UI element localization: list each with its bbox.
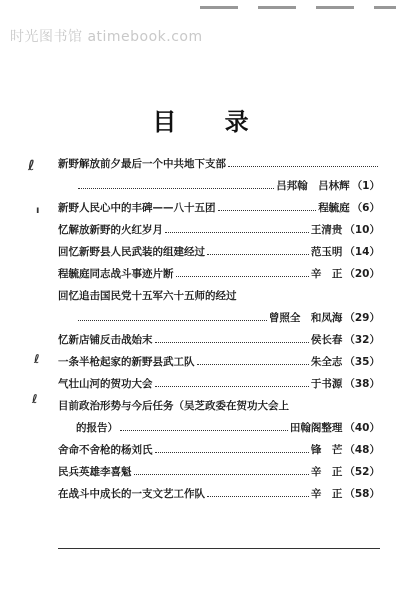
toc-entry-continuation[interactable] [58, 422, 380, 435]
toc-entry[interactable] [58, 488, 380, 501]
toc-entry-page: （32） [344, 334, 380, 346]
toc-entry-page: （14） [344, 246, 380, 258]
toc-entry-title: 目前政治形势与今后任务（吴芝政委在贺功大会上 [58, 400, 289, 412]
toc-leader-dots [207, 246, 309, 255]
toc-entry-page: （6） [351, 202, 380, 214]
toc-entry-author: 侯长春 [310, 334, 343, 346]
toc-entry-title: 民兵英雄李喜魁 [58, 466, 132, 478]
watermark: 时光图书馆 atimebook.com [10, 29, 203, 45]
toc-entry-author: 辛 正 [310, 488, 343, 500]
toc-entry-title: 的报告） [76, 422, 118, 434]
toc-entry-author: 曾照全 和凤海 [268, 312, 343, 324]
toc-leader-dots [78, 312, 267, 321]
toc-entry-page: （58） [344, 488, 380, 500]
toc-entry[interactable] [58, 158, 380, 171]
toc-entry-page: （20） [344, 268, 380, 280]
toc-leader-dots [155, 378, 309, 387]
toc-entry[interactable] [58, 290, 380, 303]
page-title: 目 录 [152, 107, 249, 136]
toc-entry-page: （38） [344, 378, 380, 390]
toc-entry[interactable] [58, 202, 380, 215]
toc-entry-author: 于书源 [310, 378, 343, 390]
toc-entry[interactable] [58, 224, 380, 237]
toc-entry-author: 范玉明 [310, 246, 343, 258]
toc-leader-dots [155, 334, 309, 343]
toc-entry[interactable] [58, 444, 380, 457]
toc-leader-dots [207, 488, 309, 497]
toc-leader-dots [155, 444, 309, 453]
toc-entry-author: 田翰阁整理 [289, 422, 343, 434]
margin-mark-icon: ı [36, 205, 40, 216]
toc-leader-dots [228, 158, 378, 167]
toc-entry[interactable] [58, 466, 380, 479]
toc-entry-author: 辛 正 [310, 268, 343, 280]
toc-entry-title: 回忆追击国民党十五军六十五师的经过 [58, 290, 237, 302]
toc-entry[interactable] [58, 334, 380, 347]
toc-entry[interactable] [58, 378, 380, 391]
toc-entry-author: 王清贵 [310, 224, 343, 236]
margin-mark-icon: ℓ [34, 352, 40, 366]
toc-entry-page: （1） [351, 180, 380, 192]
toc-entry[interactable] [58, 246, 380, 259]
toc-leader-dots [197, 356, 309, 365]
toc-entry-title: 新野人民心中的丰碑——八十五团 [58, 202, 216, 214]
toc-entry-title: 在战斗中成长的一支文艺工作队 [58, 488, 205, 500]
toc-entry-title: 忆新店铺反击战始末 [58, 334, 153, 346]
toc-entry-page: （48） [344, 444, 380, 456]
toc-entry-title: 程毓庭同志战斗事迹片断 [58, 268, 174, 280]
toc-entry-author: 吕邦翰 吕林辉 [276, 180, 350, 192]
toc-entry-title: 忆解放新野的火红岁月 [58, 224, 163, 236]
toc-entry[interactable] [58, 356, 380, 369]
toc-entry-author: 朱全志 [310, 356, 343, 368]
toc-leader-dots [165, 224, 309, 233]
toc-entry-title: 舍命不舍枪的杨刘氏 [58, 444, 153, 456]
toc-leader-dots [120, 422, 288, 431]
toc-leader-dots [134, 466, 309, 475]
toc-entry-continuation[interactable] [58, 180, 380, 193]
toc-entry-page: （35） [344, 356, 380, 368]
toc-leader-dots [78, 180, 274, 189]
toc-entry-title: 回忆新野县人民武装的组建经过 [58, 246, 205, 258]
toc-entry-page: （29） [344, 312, 380, 324]
margin-mark-icon: ℓ [32, 392, 38, 406]
margin-mark-icon: ℓ [28, 158, 35, 174]
toc-entry-author: 锋 芒 [310, 444, 343, 456]
scan-top-line [200, 6, 396, 9]
toc-entry-continuation[interactable] [58, 312, 380, 325]
toc-leader-dots [218, 202, 317, 211]
toc-entry-title: 气壮山河的贺功大会 [58, 378, 153, 390]
bottom-rule [58, 548, 380, 549]
table-of-contents [58, 158, 380, 510]
toc-entry-title: 新野解放前夕最后一个中共地下支部 [58, 158, 226, 170]
toc-entry[interactable] [58, 268, 380, 281]
toc-entry-author: 程毓庭 [318, 202, 350, 214]
toc-entry-title: 一条半枪起家的新野县武工队 [58, 356, 195, 368]
toc-entry-page: （10） [344, 224, 380, 236]
toc-leader-dots [176, 268, 309, 277]
toc-entry-author: 辛 正 [310, 466, 343, 478]
toc-entry-page: （52） [344, 466, 380, 478]
toc-entry-page: （40） [344, 422, 380, 434]
toc-entry[interactable] [58, 400, 380, 413]
